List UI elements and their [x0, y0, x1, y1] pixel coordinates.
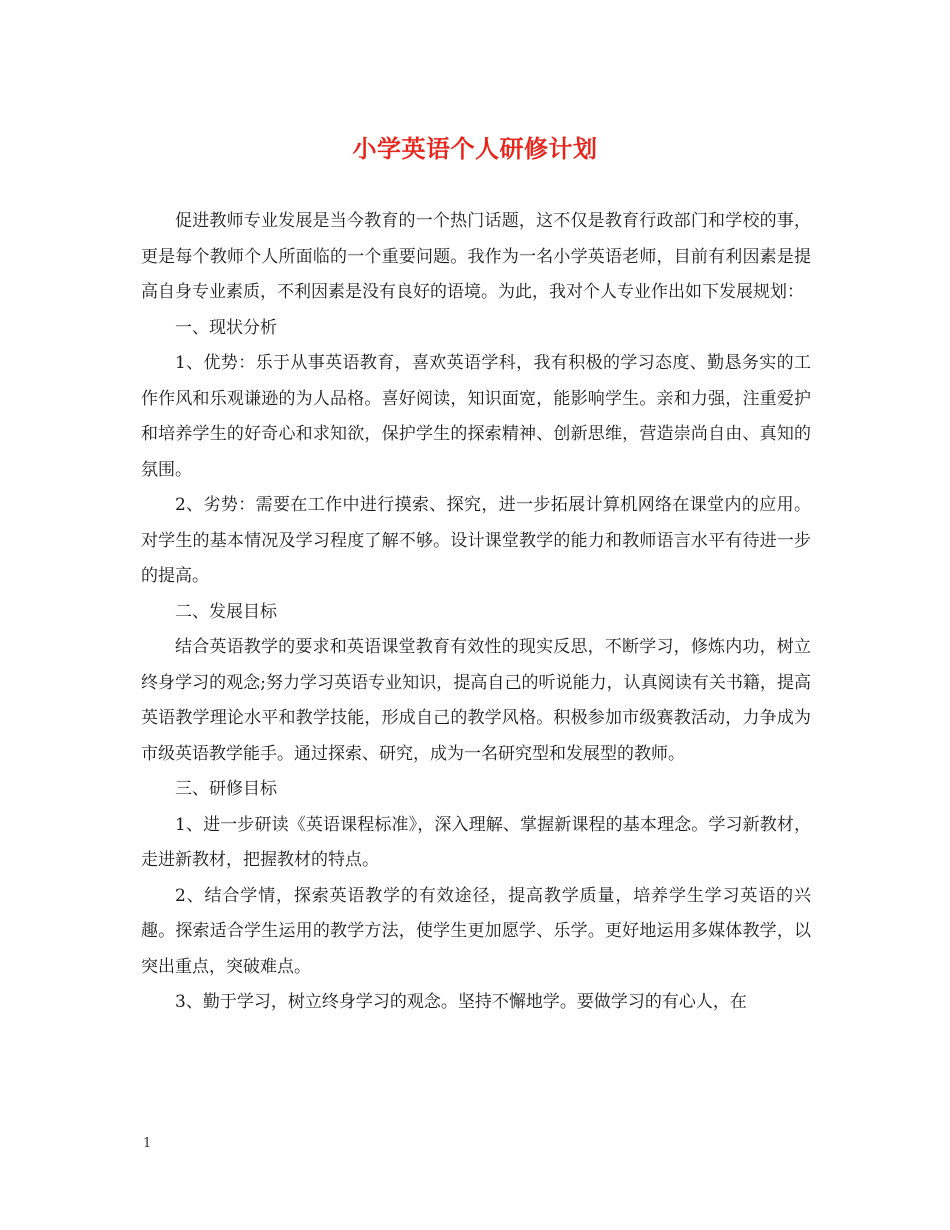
- intro-paragraph: 促进教师专业发展是当今教育的一个热门话题，这不仅是教育行政部门和学校的事，更是每个教师个人所面临的一个重要问题。我作为一名小学英语老师，目前有利因素是提高自身专业素质，不利因素是没有良好的语境。为此，我对个人专业作出如下发展规划：: [141, 211, 811, 302]
- study-goal-3-paragraph: 3、勤于学习，树立终身学习的观念。坚持不懈地学。要做学习的有心人，在: [175, 992, 747, 1012]
- strengths-paragraph: 1、优势：乐于从事英语教育，喜欢英语学科，我有积极的学习态度、勤恳务实的工作作风和乐观谦逊的为人品格。喜好阅读，知识面宽，能影响学生。亲和力强，注重爱护和培养学生的好奇心和求知欲，保护学生的探索精神、创新思维，营造崇尚自由、真知的氛围。: [141, 353, 811, 480]
- page-number: 1: [143, 1136, 152, 1151]
- section-heading-goals: 二、发展目标: [175, 601, 277, 622]
- document-title: 小学英语个人研修计划: [352, 134, 598, 163]
- weaknesses-paragraph: 2、劣势：需要在工作中进行摸索、探究，进一步拓展计算机网络在课堂内的应用。对学生的基本情况及学习程度了解不够。设计课堂教学的能力和教师语言水平有待进一步的提高。: [141, 495, 811, 586]
- section-heading-study-goals: 三、研修目标: [175, 779, 277, 799]
- study-goal-2-paragraph: 2、结合学情，探索英语教学的有效途径，提高教学质量，培养学生学习英语的兴趣。探索适合学生运用的教学方法，使学生更加愿学、乐学。更好地运用多媒体教学，以突出重点，突破难点。: [141, 885, 811, 977]
- goals-paragraph: 结合英语教学的要求和英语课堂教育有效性的现实反思，不断学习，修炼内功，树立终身学习的观念;努力学习英语专业知识，提高自己的听说能力，认真阅读有关书籍，提高英语教学理论水平和教学技能，形成自己的教学风格。积极参加市级赛教活动，力争成为市级英语教学能手。通过探索、研究，成为一名研究型和发展型的教师。: [141, 637, 811, 764]
- document-body: [141, 204, 811, 1021]
- study-goal-1-paragraph: 1、进一步研读《英语课程标准》，深入理解、掌握新课程的基本理念。学习新教材，走进新教材，把握教材的特点。: [141, 814, 811, 870]
- section-heading-status: 一、现状分析: [175, 317, 277, 338]
